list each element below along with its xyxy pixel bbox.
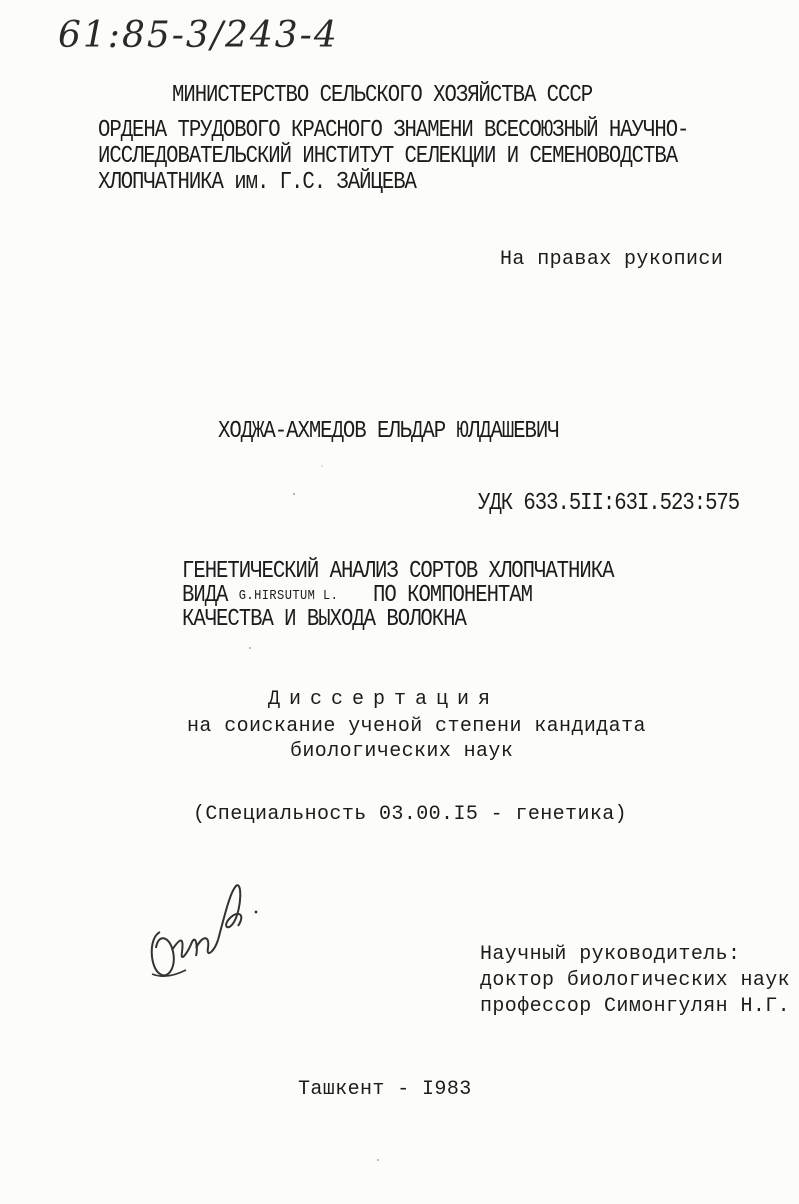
place-and-year: Ташкент - I983 <box>298 1078 472 1101</box>
work-type: Диссертация <box>268 688 500 711</box>
institute-line-2: ИССЛЕДОВАТЕЛЬСКИЙ ИНСТИТУТ СЕЛЕКЦИИ И СЕМЕНОВОДСТВА <box>98 143 678 170</box>
supervisor-name: профессор Симонгулян Н.Г. <box>480 995 791 1018</box>
specialty: (Специальность 03.00.I5 - генетика) <box>193 803 628 826</box>
ministry-name: МИНИСТЕРСТВО СЕЛЬСКОГО ХОЗЯЙСТВА СССР <box>172 82 593 109</box>
institute-line-1: ОРДЕНА ТРУДОВОГО КРАСНОГО ЗНАМЕНИ ВСЕСОЮЗНЫЙ НАУЧНО- <box>98 117 689 144</box>
institute-line-3: ХЛОПЧАТНИКА им. Г.С. ЗАЙЦЕВА <box>98 169 416 196</box>
rights-note: На правах рукописи <box>500 248 724 271</box>
title-line-3: КАЧЕСТВА И ВЫХОДА ВОЛОКНА <box>182 606 466 633</box>
handwritten-archive-number: 61:85-3/243-4 <box>58 15 339 56</box>
title-line-1: ГЕНЕТИЧЕСКИЙ АНАЛИЗ СОРТОВ ХЛОПЧАТНИКА <box>182 558 614 585</box>
species-name: G.HIRSUTUM L. <box>238 588 339 604</box>
degree-line-2: биологических наук <box>290 740 514 763</box>
degree-line-1: на соискание ученой степени кандидата <box>187 715 646 738</box>
title-line-2-prefix: ВИДА <box>182 582 228 609</box>
supervisor-degree: доктор биологических наук <box>480 969 791 992</box>
author-name: ХОДЖА-АХМЕДОВ ЕЛЬДАР ЮЛДАШЕВИЧ <box>218 418 559 445</box>
supervisor-label: Научный руководитель: <box>480 943 741 966</box>
udc-code: УДК 633.5II:63I.523:575 <box>478 490 740 517</box>
title-line-2-suffix: ПО КОМПОНЕНТАМ <box>373 582 533 609</box>
